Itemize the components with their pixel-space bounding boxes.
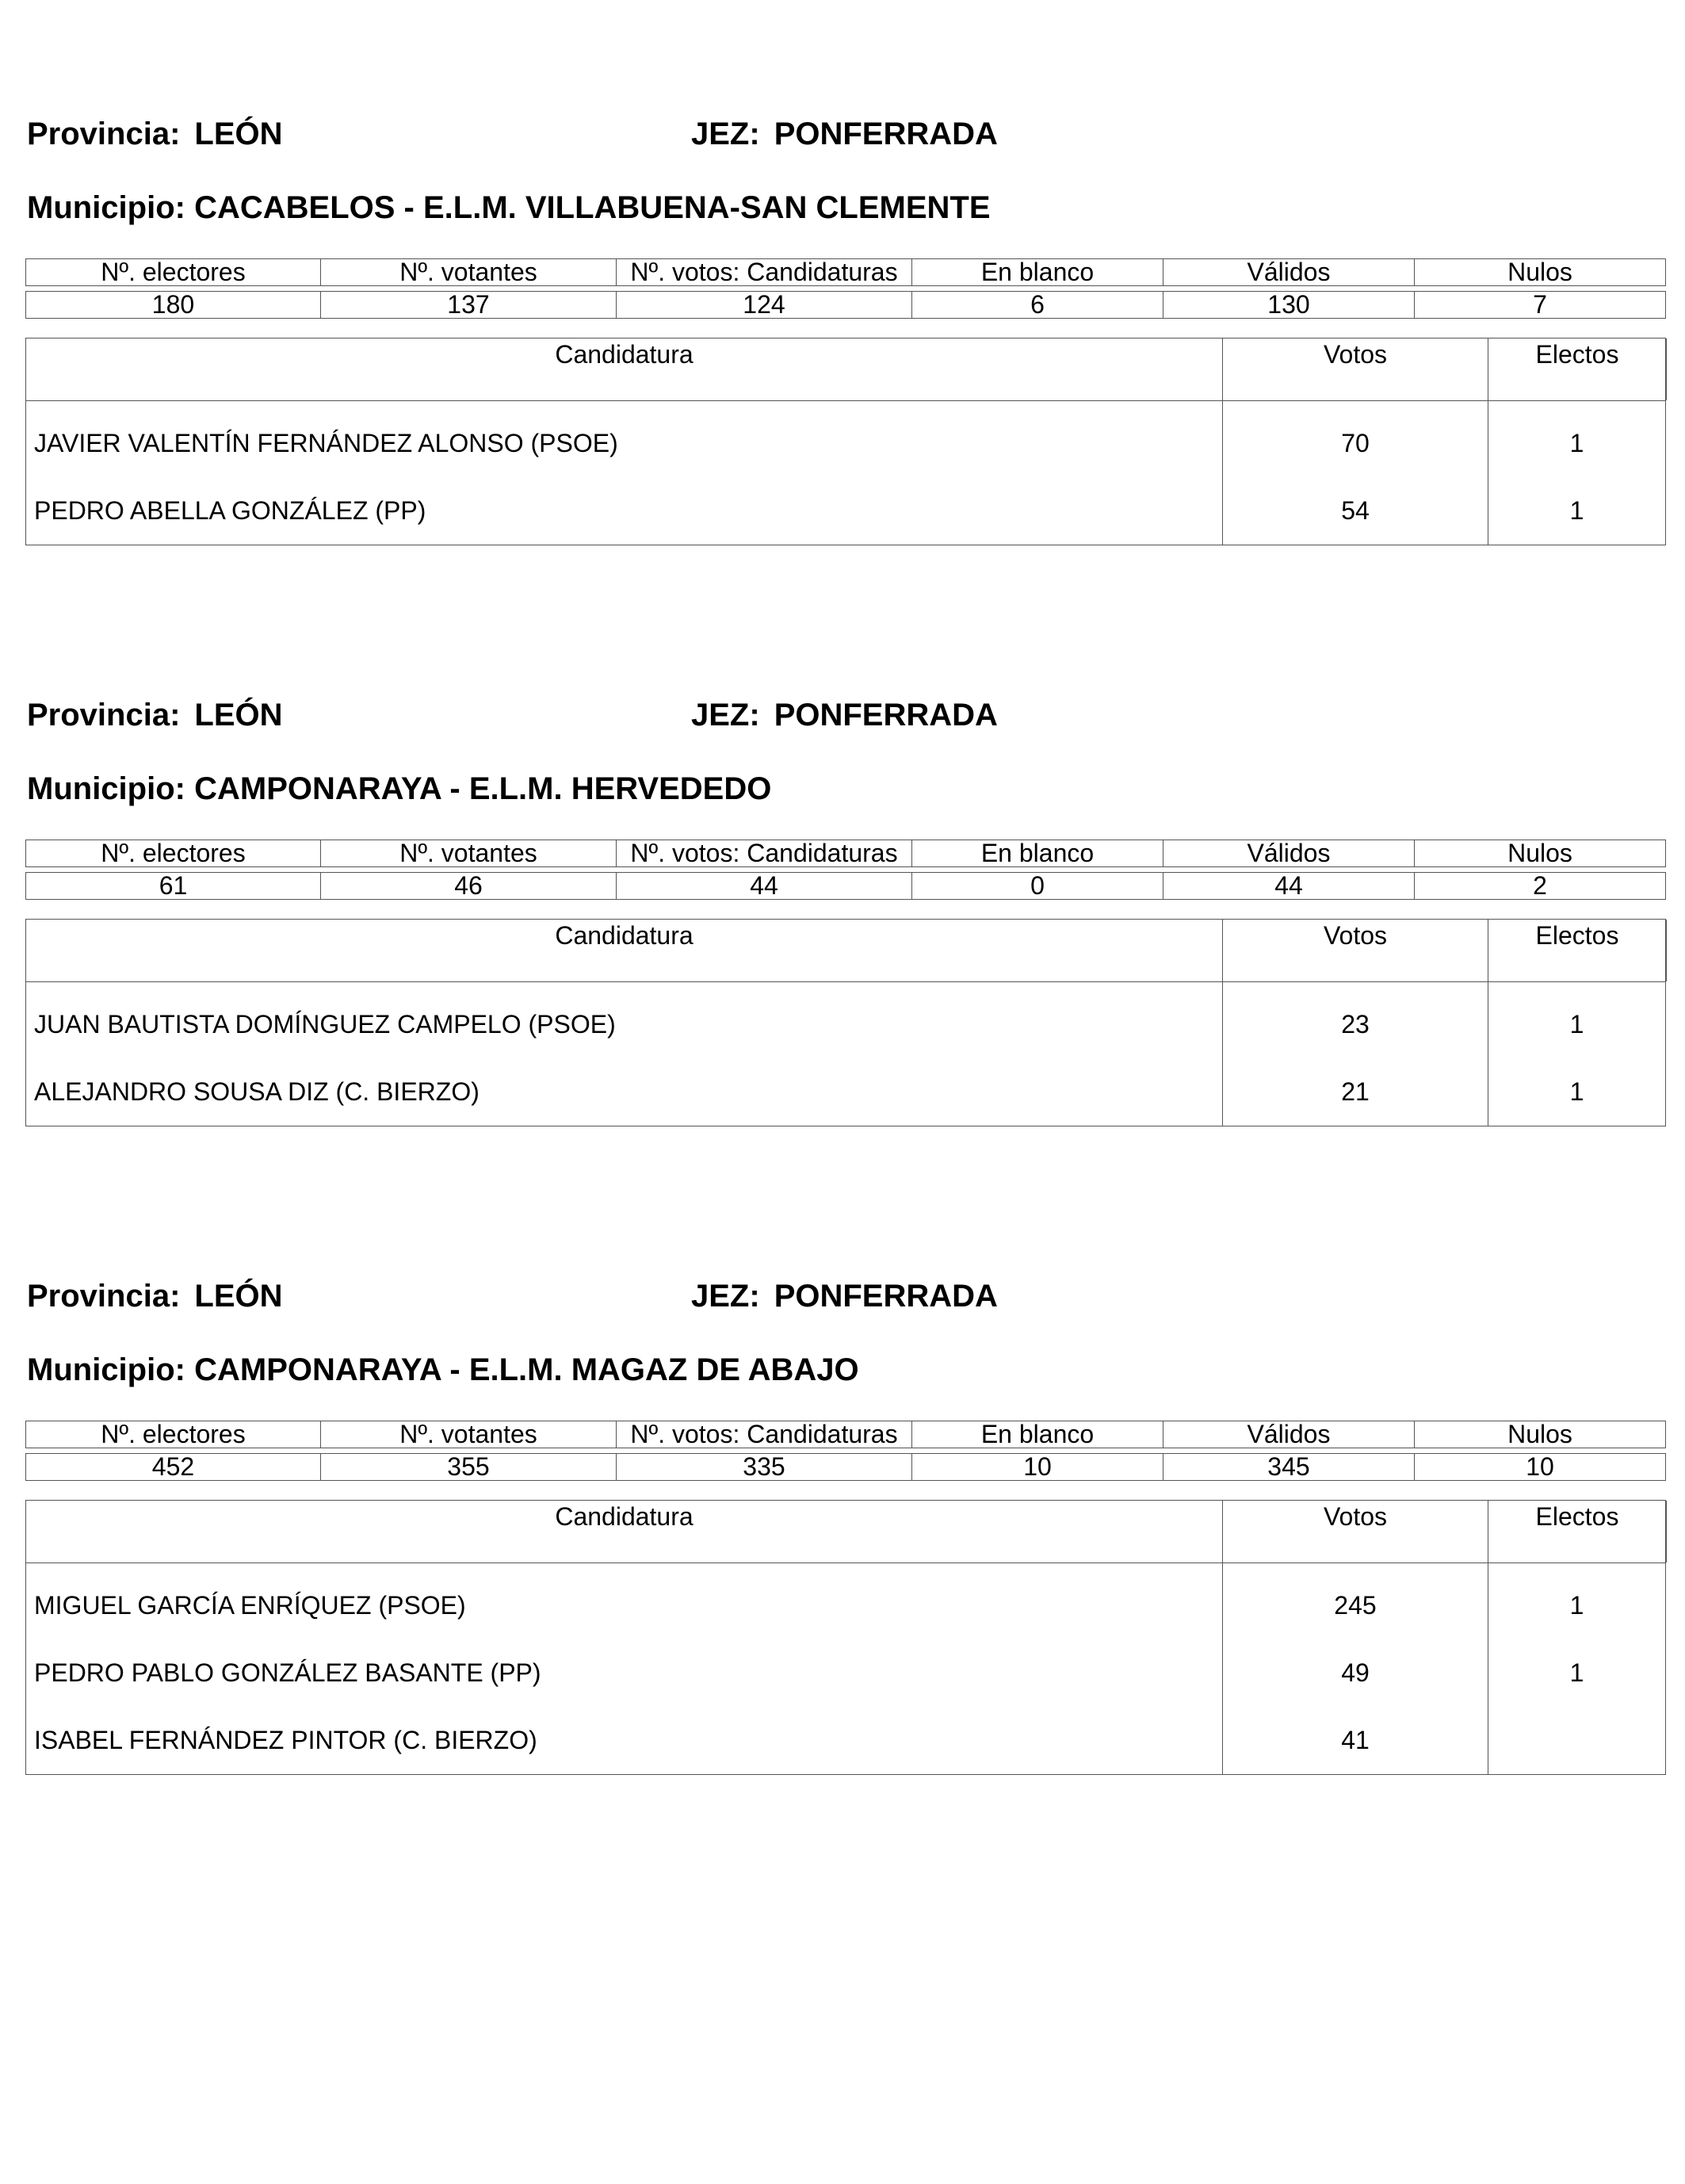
stats-header-cell: Nº. electores bbox=[25, 840, 321, 867]
municipio-label: Municipio: bbox=[27, 1352, 185, 1387]
candidate-name: ISABEL FERNÁNDEZ PINTOR (C. BIERZO) bbox=[26, 1707, 1223, 1774]
candidate-electos: 1 bbox=[1569, 1077, 1584, 1106]
provincia-label: Provincia: bbox=[27, 117, 181, 151]
electos-header: Electos bbox=[1488, 1501, 1667, 1562]
jez-value: PONFERRADA bbox=[774, 1279, 998, 1314]
municipio-label: Municipio: bbox=[27, 190, 185, 225]
municipio-line bbox=[27, 771, 771, 807]
stats-value-cell: 0 bbox=[912, 872, 1163, 900]
municipio-line bbox=[27, 189, 991, 226]
stats-header-cell: Nº. votos: Candidaturas bbox=[617, 840, 912, 867]
stats-header-cell: Nº. votantes bbox=[321, 258, 617, 286]
stats-table bbox=[25, 1416, 1666, 1486]
municipio-value: CAMPONARAYA - E.L.M. MAGAZ DE ABAJO bbox=[194, 1352, 859, 1387]
jez-label: JEZ: bbox=[691, 117, 760, 151]
stats-header-cell: Nulos bbox=[1415, 1421, 1666, 1448]
municipio-label: Municipio: bbox=[27, 771, 185, 806]
candidate-row bbox=[26, 401, 1665, 477]
candidate-electos: 1 bbox=[1569, 1658, 1584, 1687]
candidates-table bbox=[25, 919, 1666, 1126]
candidate-votos: 21 bbox=[1223, 1058, 1488, 1126]
candidate-name: PEDRO ABELLA GONZÁLEZ (PP) bbox=[26, 477, 1223, 545]
candidate-row bbox=[26, 982, 1665, 1058]
stats-value-row bbox=[25, 872, 1666, 900]
provincia-value: LEÓN bbox=[194, 698, 283, 732]
stats-header-cell: Válidos bbox=[1163, 1421, 1415, 1448]
candidatura-header: Candidatura bbox=[26, 920, 1223, 981]
stats-value-cell: 452 bbox=[25, 1453, 321, 1481]
candidate-votos: 54 bbox=[1223, 477, 1488, 545]
stats-header-cell: En blanco bbox=[912, 1421, 1163, 1448]
municipio-line bbox=[27, 1352, 859, 1388]
candidates-header-row bbox=[26, 920, 1665, 982]
stats-header-cell: Nº. votos: Candidaturas bbox=[617, 1421, 912, 1448]
stats-header-cell: Nulos bbox=[1415, 840, 1666, 867]
stats-header-row bbox=[25, 1421, 1666, 1448]
votos-header: Votos bbox=[1223, 1501, 1488, 1562]
municipio-value: CACABELOS - E.L.M. VILLABUENA-SAN CLEMENTE bbox=[194, 190, 991, 225]
stats-value-cell: 335 bbox=[617, 1453, 912, 1481]
stats-value-cell: 7 bbox=[1415, 291, 1666, 319]
stats-header-cell: Nulos bbox=[1415, 258, 1666, 286]
electos-header: Electos bbox=[1488, 339, 1667, 400]
candidate-row bbox=[26, 1707, 1665, 1774]
candidate-votos: 245 bbox=[1223, 1563, 1488, 1639]
stats-header-row bbox=[25, 840, 1666, 867]
candidate-electos bbox=[1488, 1707, 1665, 1774]
stats-table bbox=[25, 254, 1666, 323]
candidate-row bbox=[26, 1563, 1665, 1639]
candidate-name: ALEJANDRO SOUSA DIZ (C. BIERZO) bbox=[26, 1058, 1223, 1126]
jez-label: JEZ: bbox=[691, 1279, 760, 1314]
candidate-votos: 41 bbox=[1223, 1707, 1488, 1774]
stats-header-cell: En blanco bbox=[912, 258, 1163, 286]
candidate-electos: 1 bbox=[1569, 496, 1584, 525]
stats-value-cell: 345 bbox=[1163, 1453, 1415, 1481]
jez-line bbox=[691, 1278, 998, 1314]
stats-value-cell: 137 bbox=[321, 291, 617, 319]
stats-value-cell: 46 bbox=[321, 872, 617, 900]
candidate-row bbox=[26, 477, 1665, 545]
stats-header-cell: Nº. votantes bbox=[321, 840, 617, 867]
jez-label: JEZ: bbox=[691, 698, 760, 732]
stats-header-cell: Válidos bbox=[1163, 840, 1415, 867]
candidate-row bbox=[26, 1058, 1665, 1126]
candidate-electos: 1 bbox=[1569, 1009, 1584, 1038]
jez-line bbox=[691, 697, 998, 733]
provincia-label: Provincia: bbox=[27, 698, 181, 732]
provincia-value: LEÓN bbox=[194, 117, 283, 151]
provincia-value: LEÓN bbox=[194, 1279, 283, 1314]
stats-value-cell: 10 bbox=[1415, 1453, 1666, 1481]
candidate-name: MIGUEL GARCÍA ENRÍQUEZ (PSOE) bbox=[26, 1563, 1223, 1639]
provincia-label: Provincia: bbox=[27, 1279, 181, 1314]
stats-value-cell: 10 bbox=[912, 1453, 1163, 1481]
jez-value: PONFERRADA bbox=[774, 117, 998, 151]
provincia-line bbox=[27, 697, 283, 733]
jez-value: PONFERRADA bbox=[774, 698, 998, 732]
provincia-line bbox=[27, 1278, 283, 1314]
votos-header: Votos bbox=[1223, 920, 1488, 981]
stats-header-cell: Válidos bbox=[1163, 258, 1415, 286]
municipio-value: CAMPONARAYA - E.L.M. HERVEDEDO bbox=[194, 771, 772, 806]
provincia-line bbox=[27, 116, 283, 152]
stats-value-cell: 124 bbox=[617, 291, 912, 319]
candidates-table bbox=[25, 1500, 1666, 1775]
electos-header: Electos bbox=[1488, 920, 1667, 981]
candidates-table bbox=[25, 338, 1666, 545]
candidatura-header: Candidatura bbox=[26, 339, 1223, 400]
votos-header: Votos bbox=[1223, 339, 1488, 400]
stats-value-cell: 355 bbox=[321, 1453, 617, 1481]
stats-value-cell: 2 bbox=[1415, 872, 1666, 900]
stats-value-cell: 180 bbox=[25, 291, 321, 319]
candidates-header-row bbox=[26, 1501, 1665, 1563]
stats-value-cell: 61 bbox=[25, 872, 321, 900]
candidate-votos: 23 bbox=[1223, 982, 1488, 1058]
candidate-name: PEDRO PABLO GONZÁLEZ BASANTE (PP) bbox=[26, 1639, 1223, 1707]
stats-header-row bbox=[25, 258, 1666, 286]
stats-table bbox=[25, 835, 1666, 905]
stats-value-cell: 130 bbox=[1163, 291, 1415, 319]
stats-value-row bbox=[25, 1453, 1666, 1481]
stats-value-row bbox=[25, 291, 1666, 319]
candidate-votos: 49 bbox=[1223, 1639, 1488, 1707]
candidates-header-row bbox=[26, 339, 1665, 401]
stats-value-cell: 44 bbox=[617, 872, 912, 900]
candidate-votos: 70 bbox=[1223, 401, 1488, 477]
stats-header-cell: Nº. electores bbox=[25, 258, 321, 286]
candidate-electos: 1 bbox=[1569, 428, 1584, 457]
stats-header-cell: Nº. votantes bbox=[321, 1421, 617, 1448]
candidate-electos: 1 bbox=[1569, 1590, 1584, 1620]
stats-value-cell: 44 bbox=[1163, 872, 1415, 900]
jez-line bbox=[691, 116, 998, 152]
candidate-name: JUAN BAUTISTA DOMÍNGUEZ CAMPELO (PSOE) bbox=[26, 982, 1223, 1058]
candidate-name: JAVIER VALENTÍN FERNÁNDEZ ALONSO (PSOE) bbox=[26, 401, 1223, 477]
stats-value-cell: 6 bbox=[912, 291, 1163, 319]
stats-header-cell: Nº. electores bbox=[25, 1421, 321, 1448]
candidatura-header: Candidatura bbox=[26, 1501, 1223, 1562]
stats-header-cell: En blanco bbox=[912, 840, 1163, 867]
stats-header-cell: Nº. votos: Candidaturas bbox=[617, 258, 912, 286]
candidate-row bbox=[26, 1639, 1665, 1707]
